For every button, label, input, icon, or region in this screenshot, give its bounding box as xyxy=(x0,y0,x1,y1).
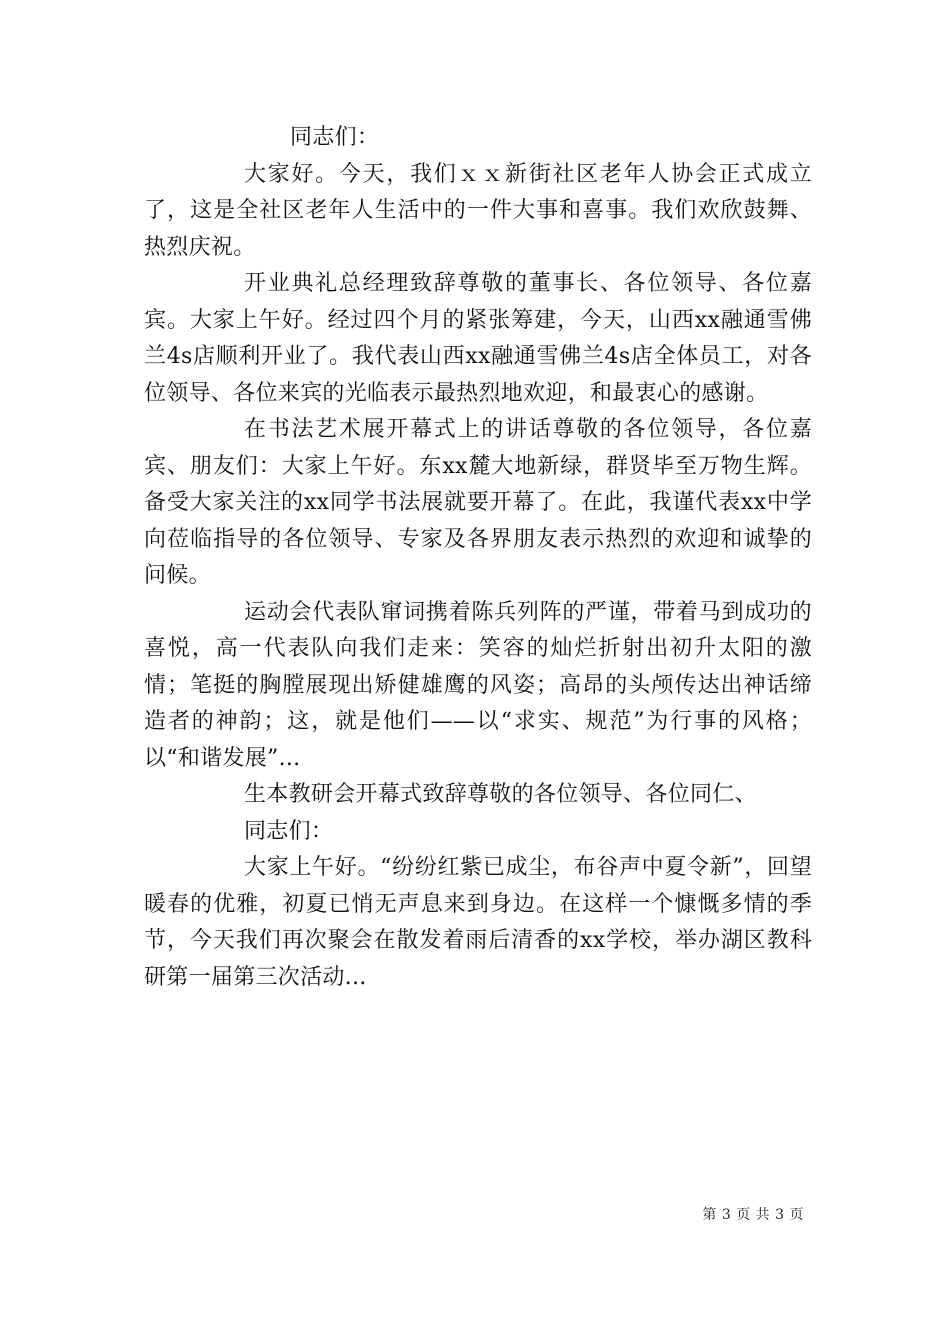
body-paragraph: 开业典礼总经理致辞尊敬的董事长、各位领导、各位嘉宾。大家上午好。经过四个月的紧张筹建，今天，山西xx融通雪佛兰4s店顺利开业了。我代表山西xx融通雪佛兰4s店全体员工，对各位领导、各位来宾的光临表示最热烈地欢迎，和最衷心的感谢。 xyxy=(144,271,812,406)
page-number-footer: 第 3 页 共 3 页 xyxy=(702,1207,804,1223)
body-paragraph: 大家好。今天，我们ｘｘ新街社区老年人协会正式成立了，这是全社区老年人生活中的一件大事和喜事。我们欢欣鼓舞、热烈庆祝。 xyxy=(144,161,812,260)
body-paragraph: 运动会代表队窜词携着陈兵列阵的严谨，带着马到成功的喜悦，高一代表队向我们走来：笑容的灿烂折射出初升太阳的激情；笔挺的胸膛展现出矫健雄鹰的风姿；高昂的头颅传达出神话缔造者的神韵；这，就是他们——以“求实、规范”为行事的风格；以“和谐发展”... xyxy=(144,599,812,771)
body-paragraph: 大家上午好。“纷纷红紫已成尘，布谷声中夏令新”，回望暖春的优雅，初夏已悄无声息来到身边。在这样一个慷慨多情的季节，今天我们再次聚会在散发着雨后清香的xx学校，举办湖区教科研第一届第三次活动... xyxy=(144,855,812,990)
document-body xyxy=(144,120,812,996)
speech-heading: 生本教研会开幕式致辞尊敬的各位领导、各位同仁、 xyxy=(244,782,757,807)
body-paragraph: 在书法艺术展开幕式上的讲话尊敬的各位领导，各位嘉宾、朋友们：大家上午好。东xx麓大地新绿，群贤毕至万物生辉。备受大家关注的xx同学书法展就要开幕了。在此，我谨代表xx中学向莅临指导的各位领导、专家及各界朋友表示热烈的欢迎和诚挚的问候。 xyxy=(144,417,812,588)
greeting-paragraph: 同志们： xyxy=(244,818,334,844)
greeting-paragraph: 同志们： xyxy=(290,125,380,150)
